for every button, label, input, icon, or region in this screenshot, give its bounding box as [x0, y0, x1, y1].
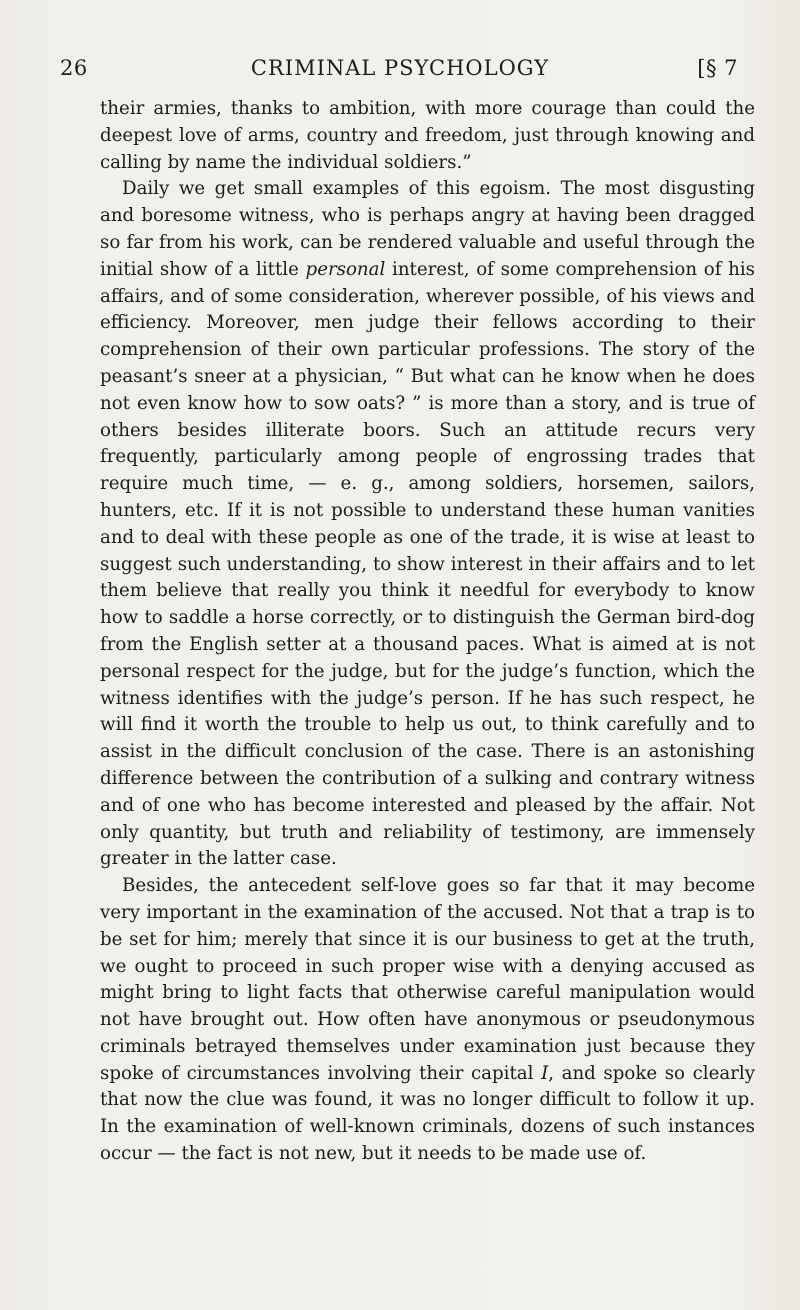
text-run: Besides, the antecedent self-love goes so far that it may become very important in the examination of the accused. Not that a trap is to be set for him; merely that since it is our business to get at the truth, we ought to proceed in such proper wise with a denying accused as might bring to light facts that otherwise careful manipulation would not have brought out. How often have anonymous or pseudonymous criminals betrayed themselves under examination just because they spoke of circumstances involving their capital [100, 875, 755, 1084]
page-number: 26 [60, 56, 88, 80]
text-run: , and spoke so clearly that now the clue was found, it was no longer difficult to follow it up. In the examination of well-known criminals, dozens of such instances occur — the fact is not new, but it needs to be made use of. [100, 1062, 755, 1165]
emphasis-capital-i: I [541, 1062, 549, 1084]
paragraph-2 [100, 176, 755, 873]
emphasis-personal: personal [305, 258, 386, 280]
running-title: CRIMINAL PSYCHOLOGY [250, 56, 550, 80]
text-run: Daily we get small examples of this egoism. The most disgusting and boresome witness, who is perhaps angry at having been dragged so far from his work, can be rendered valuable and useful through the initial show of a little [100, 178, 755, 280]
paragraph-3 [100, 873, 755, 1168]
paragraph-1 [100, 96, 755, 176]
body-text [100, 96, 755, 1168]
text-run: interest, of some comprehension of his affairs, and of some consideration, wherever possible, of his views and efficiency. Moreover, men judge their fellows according to their comprehension of their own particular professions. The story of the peasant’s sneer at a physician, “ But what can he know when he does not even know how to sow oats? ” is more than a story, and is true of others besides illiterate boors. Such an attitude recurs very frequently, particularly among people of engrossing trades that require much time, — e. g., among soldiers, horsemen, sailors, hunters, etc. If it is not possible to understand these human vanities and to deal with these people as one of the trade, it is wise at least to suggest such understanding, to show interest in their affairs and to let them believe that really you think it needful for everybody to know how to saddle a horse correctly, or to distinguish the German bird-dog from the English setter at a thousand paces. What is aimed at is not personal respect for the judge, but for the judge’s function, which the witness identifies with the judge’s person. If he has such respect, he will find it worth the trouble to help us out, to think carefully and to assist in the difficult conclusion of the case. There is an astonishing difference between the contribution of a sulking and contrary witness and of one who has become interested and pleased by the affair. Not only quantity, but truth and reliability of testimony, are immensely greater in the latter case. [100, 258, 755, 870]
section-marker: [§ 7 [697, 56, 738, 80]
page-header [60, 56, 740, 88]
text-run: their armies, thanks to ambition, with more courage than could the deepest love of arms, country and freedom, just through knowing and calling by name the individual soldiers.” [100, 98, 755, 173]
